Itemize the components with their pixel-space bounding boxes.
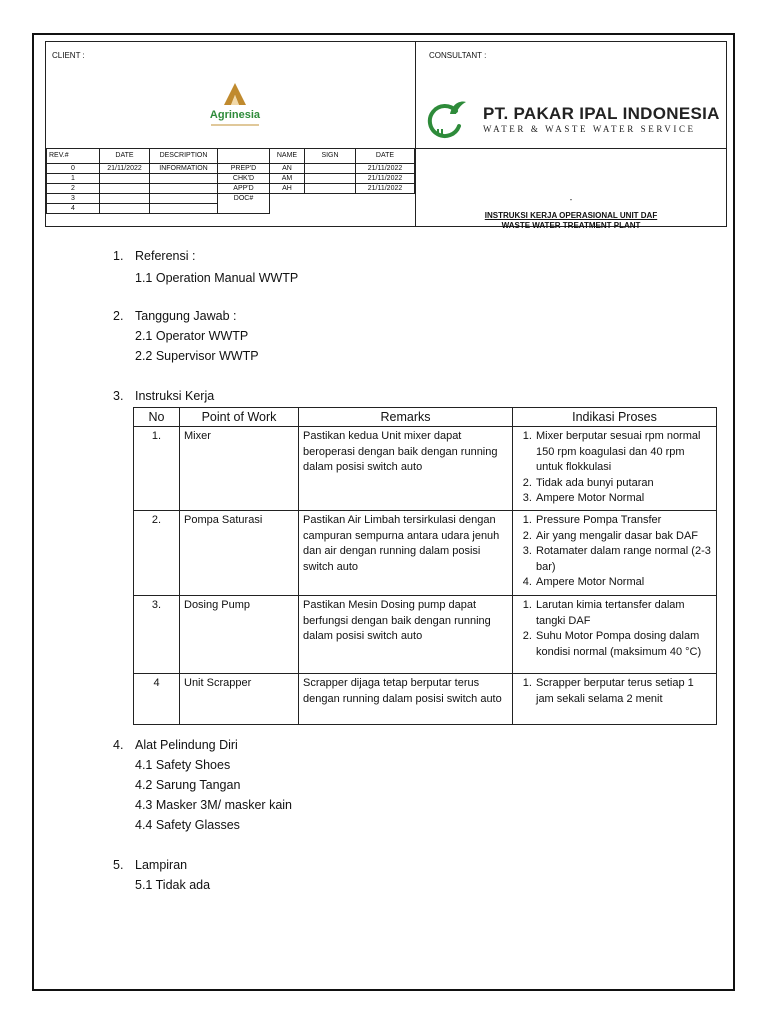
section-title: Tanggung Jawab :	[135, 309, 237, 323]
cell-point: Pompa Saturasi	[180, 510, 299, 595]
revision-cell	[305, 204, 356, 214]
revision-cell: AH	[270, 184, 305, 194]
list-item: 4.4 Safety Glasses	[135, 818, 240, 832]
revision-cell	[305, 184, 356, 194]
revision-cell: 21/11/2022	[356, 164, 415, 174]
revision-header-cell: REV.#	[47, 149, 100, 164]
indikasi-item: 2. Tidak ada bunyi putaran	[535, 476, 712, 492]
revision-cell: CHK'D	[218, 174, 270, 184]
table-row	[134, 427, 717, 511]
indikasi-item: 4. Ampere Motor Normal	[535, 575, 712, 591]
document-title-line1: INSTRUKSI KERJA OPERASIONAL UNIT DAF	[484, 211, 658, 220]
revision-cell	[100, 204, 150, 214]
list-item: 4.3 Masker 3M/ masker kain	[135, 798, 292, 812]
revision-cell	[100, 174, 150, 184]
cell-point: Dosing Pump	[180, 595, 299, 673]
revision-table	[46, 148, 415, 214]
revision-cell	[270, 194, 305, 204]
revision-cell: 1	[47, 174, 100, 184]
indikasi-item: 1. Larutan kimia tertansfer dalam tangki DAF	[535, 598, 712, 629]
cell-point: Mixer	[180, 427, 299, 511]
revision-cell: 2	[47, 184, 100, 194]
consultant-panel	[416, 42, 726, 230]
cell-indikasi	[513, 427, 717, 511]
consultant-tagline: WATER & WASTE WATER SERVICE	[483, 124, 696, 134]
revision-cell	[150, 194, 218, 204]
revision-cell: AM	[270, 174, 305, 184]
list-item: 5.1 Tidak ada	[135, 878, 211, 892]
revision-row	[47, 174, 415, 184]
revision-cell	[150, 174, 218, 184]
table-row	[134, 510, 717, 595]
list-item: 2.1 Operator WWTP	[135, 329, 249, 343]
cell-no: 1.	[134, 427, 180, 511]
column-header-remarks: Remarks	[299, 408, 513, 427]
revision-header-cell: DATE	[100, 149, 150, 164]
consultant-label: CONSULTANT :	[429, 51, 487, 60]
revision-header-cell: SIGN	[305, 149, 356, 164]
work-instruction-table	[133, 407, 717, 725]
document-title	[416, 211, 726, 231]
column-header-point: Point of Work	[180, 408, 299, 427]
indikasi-item: 2. Air yang mengalir dasar bak DAF	[535, 529, 712, 545]
agrinesia-mark-icon	[223, 82, 247, 106]
revision-cell: INFORMATION	[150, 164, 218, 174]
revision-cell	[305, 164, 356, 174]
cell-indikasi	[513, 673, 717, 724]
table-row	[134, 595, 717, 673]
cell-remarks: Pastikan Mesin Dosing pump dapat berfungsi dengan baik dengan running dalam posisi switch auto	[299, 595, 513, 673]
revision-cell: 21/11/2022	[100, 164, 150, 174]
cell-point: Unit Scrapper	[180, 673, 299, 724]
revision-header-cell: DATE	[356, 149, 415, 164]
client-label: CLIENT :	[52, 51, 85, 60]
revision-cell: AN	[270, 164, 305, 174]
revision-cell	[305, 194, 356, 204]
revision-cell	[100, 194, 150, 204]
revision-cell	[356, 204, 415, 214]
section-title: Alat Pelindung Diri	[135, 738, 238, 752]
column-header-indikasi: Indikasi Proses	[513, 408, 717, 427]
agrinesia-logo-text: Agrinesia	[209, 109, 261, 121]
agrinesia-tagline-mark	[211, 124, 259, 126]
section-title: Referensi :	[135, 249, 196, 263]
pakar-ipal-logo-icon	[426, 100, 466, 140]
revision-cell: 0	[47, 164, 100, 174]
table-row	[134, 673, 717, 724]
revision-header-cell: DESCRIPTION	[150, 149, 218, 164]
revision-row	[47, 164, 415, 174]
indikasi-item: 3. Rotamater dalam range normal (2-3 bar)	[535, 544, 712, 575]
document-title-line2: WASTE WATER TREATMENT PLANT	[501, 221, 641, 230]
section-number: 2.	[113, 309, 124, 323]
title-dash: -	[569, 195, 573, 204]
section-number: 4.	[113, 738, 124, 752]
agrinesia-logo	[205, 82, 265, 154]
indikasi-item: 3. Ampere Motor Normal	[535, 491, 712, 507]
cell-no: 4	[134, 673, 180, 724]
section-number: 1.	[113, 249, 124, 263]
section-number: 5.	[113, 858, 124, 872]
revision-header-row	[47, 149, 415, 164]
revision-header-cell: NAME	[270, 149, 305, 164]
document-header	[45, 41, 727, 230]
cell-remarks: Pastikan Air Limbah tersirkulasi dengan campuran sempurna antara udara jenuh dan air dengan running dalam posisi switch auto	[299, 510, 513, 595]
revision-cell	[356, 194, 415, 204]
revision-cell	[150, 184, 218, 194]
list-item: 4.1 Safety Shoes	[135, 758, 231, 772]
section-number: 3.	[113, 389, 124, 403]
revision-cell: 21/11/2022	[356, 184, 415, 194]
section-title: Instruksi Kerja	[135, 389, 215, 403]
cell-remarks: Scrapper dijaga tetap berputar terus dengan running dalam posisi switch auto	[299, 673, 513, 724]
revision-cell: APP'D	[218, 184, 270, 194]
revision-cell	[305, 174, 356, 184]
revision-cell: 21/11/2022	[356, 174, 415, 184]
indikasi-item: 1. Mixer berputar sesuai rpm normal 150 rpm koagulasi dan 40 rpm untuk flokkulasi	[535, 429, 712, 476]
cell-remarks: Pastikan kedua Unit mixer dapat beroperasi dengan baik dengan running dalam posisi switch auto	[299, 427, 513, 511]
cell-no: 3.	[134, 595, 180, 673]
revision-cell: 4	[47, 204, 100, 214]
revision-cell	[270, 204, 305, 214]
cell-indikasi	[513, 510, 717, 595]
revision-cell: PREP'D	[218, 164, 270, 174]
list-item: 1.1 Operation Manual WWTP	[135, 271, 299, 285]
revision-cell: 3	[47, 194, 100, 204]
revision-row	[47, 184, 415, 194]
revision-cell	[100, 184, 150, 194]
cell-indikasi	[513, 595, 717, 673]
column-header-no: No	[134, 408, 180, 427]
revision-cell	[218, 204, 270, 214]
list-item: 4.2 Sarung Tangan	[135, 778, 241, 792]
indikasi-item: 1. Pressure Pompa Transfer	[535, 513, 712, 529]
header-divider	[416, 148, 726, 149]
client-panel	[46, 42, 416, 226]
indikasi-item: 2. Suhu Motor Pompa dosing dalam kondisi normal (maksimum 40 °C)	[535, 629, 712, 660]
revision-cell: DOC#	[218, 194, 270, 204]
work-table-header	[134, 408, 717, 427]
cell-no: 2.	[134, 510, 180, 595]
section-title: Lampiran	[135, 858, 188, 872]
revision-row	[47, 194, 415, 204]
revision-row	[47, 204, 415, 214]
revision-cell	[150, 204, 218, 214]
consultant-name: PT. PAKAR IPAL INDONESIA	[483, 104, 720, 123]
list-item: 2.2 Supervisor WWTP	[135, 349, 259, 363]
indikasi-item: 1. Scrapper berputar terus setiap 1 jam sekali selama 2 menit	[535, 676, 712, 707]
revision-header-cell	[218, 149, 270, 164]
